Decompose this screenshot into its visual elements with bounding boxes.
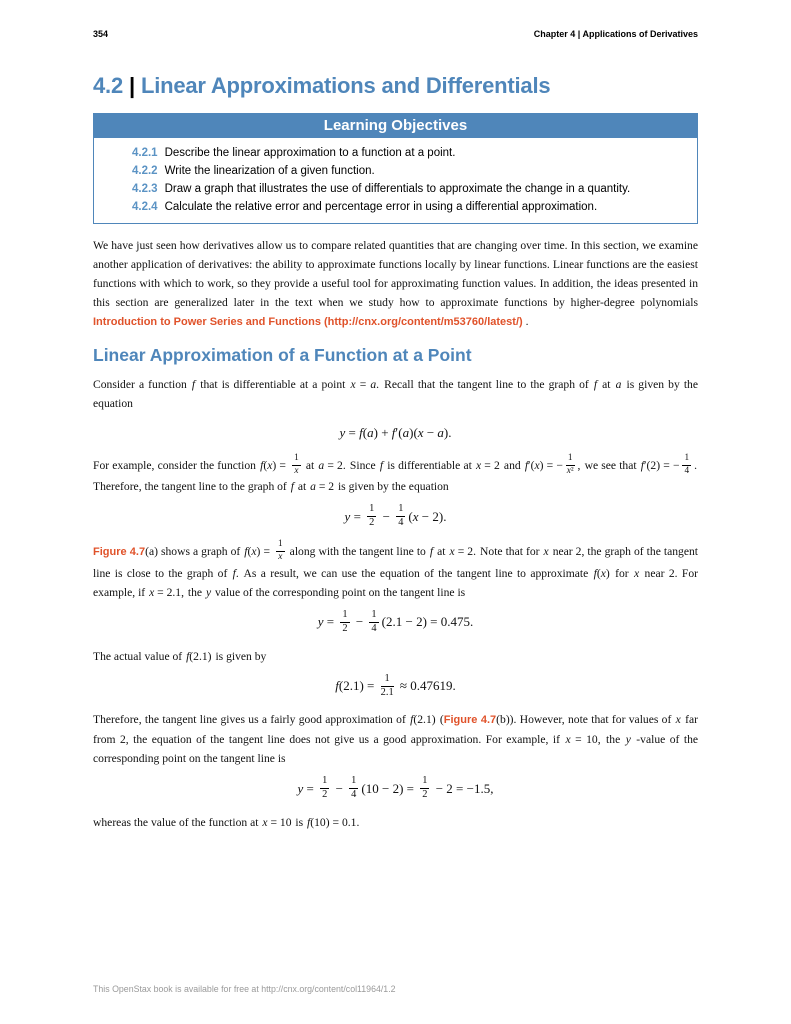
inline-math: f(x)	[593, 566, 610, 580]
learning-objectives-header: Learning Objectives	[94, 114, 697, 138]
objective-number: 4.2.3	[132, 183, 158, 195]
text-run: is	[292, 816, 307, 830]
inline-math: ≈ 0.47619.	[399, 678, 456, 694]
inline-math: x = 10	[262, 816, 292, 830]
inline-math: f′(2) = −	[640, 458, 680, 472]
objective-number: 4.2.4	[132, 201, 158, 213]
inline-math: (x − 2).	[408, 508, 447, 524]
fraction-numerator: 1	[276, 540, 285, 552]
learning-objective	[108, 198, 671, 216]
inline-math: (10 − 2) =	[361, 780, 414, 796]
inline-math: x = 10,	[565, 733, 601, 747]
text-run: As a result, we can use the equation of the tangent line to approximate	[239, 566, 593, 580]
page-number: 354	[93, 29, 109, 39]
fraction	[349, 776, 358, 801]
learning-objectives-box	[93, 113, 698, 224]
objective-text: Calculate the relative error and percentage error in using a differential approximation.	[164, 201, 598, 213]
inline-math: −	[355, 614, 364, 630]
fraction-denominator: 4	[684, 465, 690, 476]
fraction-denominator: x	[278, 552, 283, 563]
text-run: we see that	[581, 458, 640, 472]
inline-math: a = 2.	[318, 458, 346, 472]
fraction-numerator: 1	[367, 504, 376, 517]
paragraph	[93, 710, 698, 768]
text-run: (b)). However, note that for values of	[496, 713, 675, 727]
text-run: Recall that the tangent line to the graph of	[380, 378, 593, 391]
fraction-numerator: 1	[292, 454, 301, 466]
inline-math: y = f(a) + f′(a)(x − a).	[339, 425, 452, 440]
paragraph	[93, 455, 698, 496]
fraction	[381, 674, 394, 699]
inline-math: x = 2.	[449, 545, 476, 559]
display-equation	[93, 777, 698, 802]
inline-math: f(2.1) =	[335, 678, 375, 694]
inline-math: x	[543, 545, 549, 559]
inline-math: f.	[232, 566, 239, 580]
page-title	[93, 73, 698, 98]
fraction-denominator: x²	[566, 465, 574, 476]
inline-math: f	[429, 545, 434, 559]
text-run: for	[610, 566, 634, 580]
fraction	[340, 610, 349, 635]
fraction	[292, 454, 301, 476]
objective-text: Write the linearization of a given function.	[164, 165, 375, 177]
inline-math: y =	[344, 508, 361, 524]
section-number: 4.2	[93, 73, 123, 98]
text-run: is differentiable at	[384, 458, 475, 472]
text-run: is given by the equation	[93, 378, 699, 410]
text-run: (	[436, 713, 444, 727]
inline-math: y =	[297, 780, 314, 796]
objective-number: 4.2.1	[132, 147, 158, 159]
learning-objective	[108, 162, 671, 180]
subsection-heading: Linear Approximation of a Function at a Point	[93, 345, 472, 365]
running-head	[93, 0, 698, 39]
text-run: For example, consider the function	[93, 458, 260, 472]
fraction	[396, 504, 405, 529]
text-run: whereas the value of the function at	[93, 816, 262, 830]
inline-math: .	[694, 458, 698, 472]
fraction-numerator: 1	[682, 454, 691, 466]
text-run: at	[294, 480, 310, 494]
fraction-denominator: x	[294, 465, 299, 476]
text-run: near 2, the graph of the tangent line is close to the graph of	[93, 545, 698, 580]
inline-math: f(10) = 0.1.	[307, 816, 360, 830]
fraction	[276, 540, 285, 562]
inline-math: (2.1 − 2) = 0.475.	[381, 614, 474, 630]
text-run: the	[184, 585, 205, 599]
article-body	[93, 236, 698, 832]
paragraph	[93, 236, 698, 332]
fraction	[420, 776, 429, 801]
inline-math: f(x) =	[244, 545, 270, 559]
learning-objectives-list	[94, 138, 697, 223]
fraction-numerator: 1	[420, 776, 429, 789]
inline-math: f	[191, 378, 196, 391]
title-separator: |	[128, 73, 135, 98]
inline-math: f(2.1)	[186, 649, 212, 663]
text-run: along with the tangent line to	[286, 545, 429, 559]
fraction-denominator: 4	[371, 622, 377, 634]
text-run: that is differentiable at a point	[196, 378, 350, 391]
objective-text: Draw a graph that illustrates the use of differentials to approximate the change in a quantity.	[164, 183, 631, 195]
fraction-numerator: 1	[320, 776, 329, 789]
text-run: at	[434, 545, 449, 559]
fraction	[566, 454, 575, 476]
fraction-denominator: 2	[322, 789, 328, 801]
display-equation	[93, 505, 698, 530]
fraction	[682, 454, 691, 476]
fraction	[369, 610, 378, 635]
fraction-numerator: 1	[369, 610, 378, 623]
display-equation	[93, 672, 698, 700]
fraction-numerator: 1	[340, 610, 349, 623]
text-run: near 2. For example, if	[93, 566, 698, 599]
text-run: We have just seen how derivatives allow us to compare related quantities that are changing over time. In this section, we examine another application of derivatives: the ability to approximate functions locally by linear functions. Linear functions are the easiest functions with which to work, so they provide a useful tool for approximating function values. In addition, the ideas presented in this section are generalized later in the text when we study how to approximate functions by higher-degree polynomials	[93, 239, 698, 309]
text-run: at	[302, 458, 318, 472]
text-run: Since	[346, 458, 379, 472]
fraction-numerator: 1	[381, 674, 394, 687]
figure-reference[interactable]: Figure 4.7	[443, 714, 497, 727]
text-run: Therefore, the tangent line gives us a fairly good approximation of	[93, 713, 410, 727]
inline-math: y	[625, 733, 631, 747]
inline-math: y =	[317, 614, 335, 630]
inline-math: y	[205, 585, 212, 599]
learning-objective	[108, 180, 671, 198]
display-equation	[93, 608, 698, 636]
fraction-numerator: 1	[396, 504, 405, 517]
fraction	[367, 504, 376, 529]
text-run: .	[522, 315, 529, 328]
inline-math: f′(x) = −	[524, 458, 563, 472]
inline-math: f	[290, 480, 294, 494]
fraction-numerator: 1	[566, 454, 575, 466]
inline-math: −	[335, 780, 343, 796]
objective-number: 4.2.2	[132, 165, 158, 177]
fraction	[320, 776, 329, 801]
inline-math: x = 2.1,	[149, 585, 184, 599]
fraction-denominator: 4	[351, 789, 357, 801]
learning-objective	[108, 144, 671, 162]
text-run: far from 2, the equation of the tangent line does not give us a good approximation. For example, if	[93, 713, 698, 747]
paragraph	[93, 647, 698, 666]
text-run: the	[601, 733, 625, 747]
inline-math: x = 2	[475, 458, 500, 472]
inline-math: −	[382, 508, 390, 524]
figure-reference[interactable]: Figure 4.7	[93, 546, 146, 559]
inline-math: f(x) =	[260, 458, 286, 472]
inline-math: x	[634, 566, 640, 580]
inline-math: f(2.1)	[410, 713, 436, 727]
inline-math: x	[675, 713, 681, 727]
fraction-denominator: 2	[422, 789, 428, 801]
text-run: The actual value of	[93, 649, 186, 663]
inline-math: − 2 = −1.5,	[435, 780, 494, 796]
inline-math: a = 2	[310, 480, 335, 494]
fraction-numerator: 1	[349, 776, 358, 789]
paragraph	[93, 813, 698, 832]
inline-math: a	[615, 378, 622, 391]
text-run: is given by the equation	[335, 480, 449, 494]
display-equation	[93, 422, 698, 444]
inline-math: x = a.	[350, 378, 380, 391]
text-run: and	[500, 458, 524, 472]
paragraph	[93, 375, 698, 413]
page-footer: This OpenStax book is available for free at http://cnx.org/content/col11964/1.2	[93, 984, 396, 994]
text-run: (a) shows a graph of	[145, 545, 244, 559]
text-run: Therefore, the tangent line to the graph of	[93, 480, 290, 494]
text-run: value of the corresponding point on the tangent line is	[212, 585, 466, 599]
fraction-denominator: 2	[342, 622, 348, 634]
text-run: at	[598, 378, 615, 391]
inline-math: ,	[577, 458, 581, 472]
chapter-title: Chapter 4 | Applications of Derivatives	[533, 29, 698, 39]
paragraph	[93, 541, 698, 601]
fraction-denominator: 2	[369, 517, 375, 529]
content-link[interactable]: Introduction to Power Series and Functions (http://cnx.org/content/m53760/latest/)	[93, 316, 523, 328]
inline-math: f	[379, 458, 384, 472]
fraction-denominator: 4	[398, 517, 404, 529]
inline-math: f	[593, 378, 598, 391]
text-run: is given by	[212, 649, 267, 663]
fraction-denominator: 2.1	[380, 686, 394, 698]
text-run: Consider a function	[93, 378, 191, 391]
objective-text: Describe the linear approximation to a function at a point.	[164, 147, 456, 159]
text-run: Note that for	[477, 545, 543, 559]
title-text: Linear Approximations and Differentials	[140, 73, 551, 98]
text-run: -value of the corresponding point on the tangent line is	[93, 733, 699, 766]
